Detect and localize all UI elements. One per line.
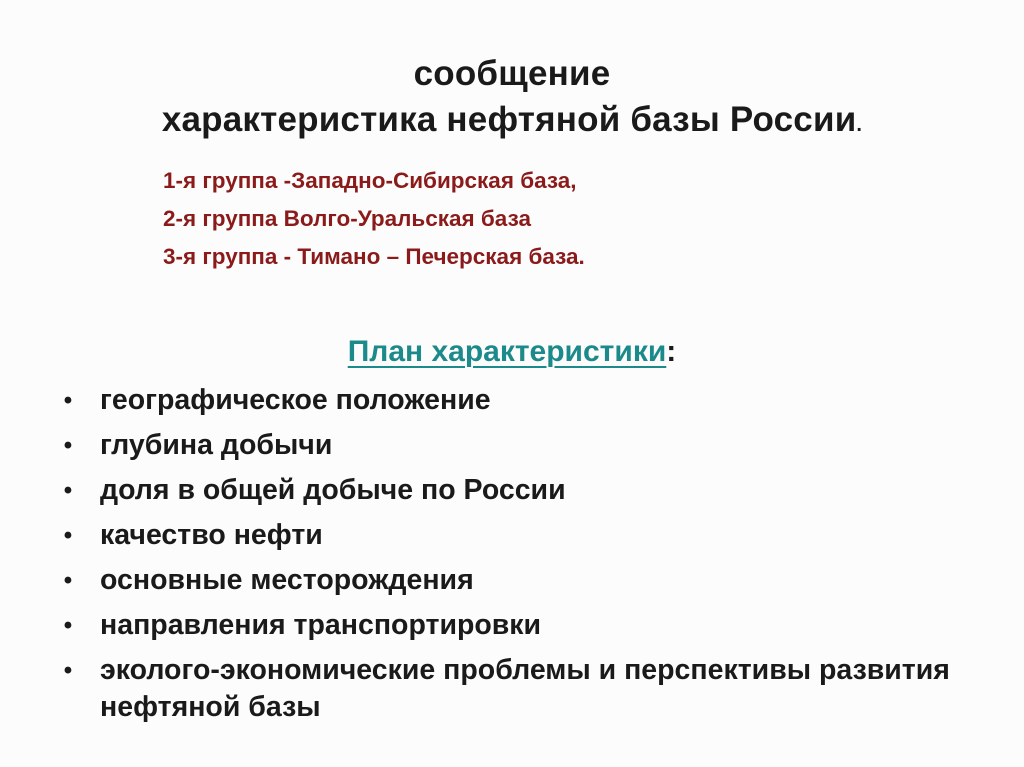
list-item [58,468,998,513]
plan-heading [0,330,1024,374]
list-item-text: направления транспортировки [100,609,542,641]
bullet-icon: • [63,522,73,549]
group-item-2: 2-я группа Волго-Уральская база [163,206,531,231]
bullet-icon: • [63,432,73,459]
list-item-text: качество нефти [100,519,323,551]
group-item-1: 1-я группа -Западно-Сибирская база, [163,168,577,193]
group-item-3: 3-я группа - Тимано – Печерская база. [163,244,585,269]
bullet-icon: • [63,612,73,639]
list-item-text: основные месторождения [100,564,474,596]
list-item-text: доля в общей добыче по России [100,474,566,506]
list-item-text: глубина добычи [100,429,333,461]
bullet-icon: • [63,657,73,684]
list-item-text: географическое положение [100,384,491,416]
list-item [58,378,998,423]
group-list [163,162,585,276]
list-item [58,648,998,726]
list-item [58,513,998,558]
title-line-2-text: характеристика нефтяной базы России [161,100,857,139]
title-line-1: сообщение [413,54,611,93]
list-item [58,423,998,468]
list-item [58,603,998,648]
list-item-text: эколого-экономические проблемы и перспективы развития нефтяной базы [100,654,950,723]
bullet-icon: • [63,387,73,414]
list-item [58,558,998,603]
plan-heading-colon: : [666,335,677,368]
plan-heading-link[interactable]: План характеристики [347,335,667,368]
bullet-icon: • [63,567,73,594]
title-line-2 [0,96,1024,149]
title-period: . [856,114,863,136]
plan-bullet-list [58,378,998,726]
bullet-icon: • [63,477,73,504]
